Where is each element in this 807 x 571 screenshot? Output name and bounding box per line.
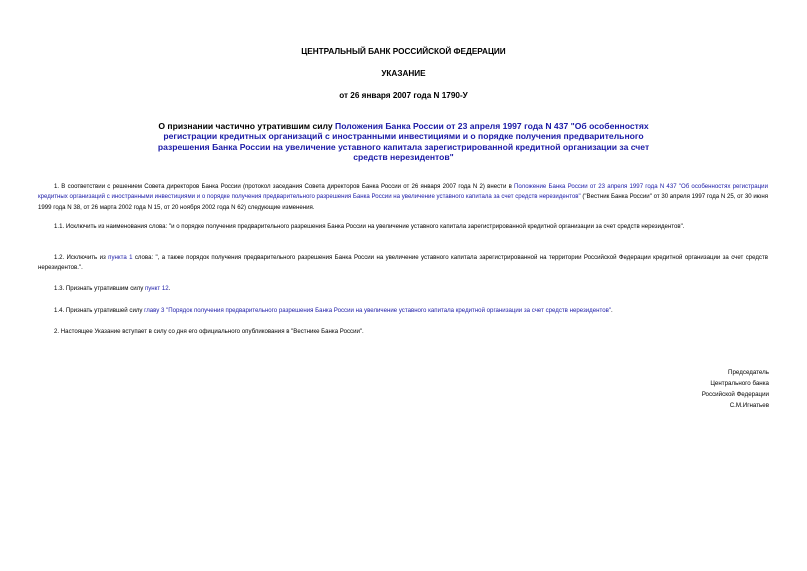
doc-subject <box>150 121 657 163</box>
signature-line-3: Российской Федерации <box>701 391 769 398</box>
org-title: ЦЕНТРАЛЬНЫЙ БАНК РОССИЙСКОЙ ФЕДЕРАЦИИ <box>301 47 506 56</box>
signature-line-1: Председатель <box>728 369 769 376</box>
paragraph-1-3-link[interactable]: пункт 12 <box>144 285 169 292</box>
doc-type: УКАЗАНИЕ <box>381 69 426 78</box>
paragraph-1-4-link[interactable]: главу 3 "Порядок получения предварительного разрешения Банка России на увеличение уставного капитала кредитной организации за счет средств нерезидентов" <box>144 307 612 314</box>
paragraph-1-1-text: 1.1. Исключить из наименования слова: "и о порядке получения предварительного разрешения Банка России на увеличение уставного капитала зарегистрированной кредитной организации за счет средств нерезидентов". <box>54 223 685 230</box>
paragraph-2 <box>38 327 768 337</box>
subject-link[interactable]: Положения Банка России от 23 апреля 1997 года N 437 "Об особенностях регистрации кредитных организаций с иностранными инвестициями и о порядке получения предварительного разрешения Банка России на увеличение уставного капитала зарегистрированной кредитной организации за счет средств нерезидентов" <box>157 121 650 163</box>
paragraph-1-4 <box>38 306 768 316</box>
paragraph-1-4-text-before: 1.4. Признать утратившей силу <box>54 307 145 314</box>
paragraph-1-1 <box>38 222 768 232</box>
paragraph-1-text-after: ("Вестник Банка России" от 30 апреля 1997 года N 25, от 30 июня 1999 года N 38, от 26 марта 2002 года N 15, от 20 ноября 2002 года N 62) следующие изменения. <box>38 193 768 211</box>
paragraph-1-2-text-after: слова: ", а также порядок получения предварительного разрешения Банка России на увеличение уставного капитала зарегистрированной на территории Российской Федерации кредитной организации за счет средств нерезидентов.". <box>38 254 769 272</box>
signature-line-4: С.М.Игнатьев <box>729 402 769 409</box>
doc-date-number: от 26 января 2007 года N 1790-У <box>339 91 468 100</box>
signature-line-2: Центрального банка <box>710 380 769 387</box>
paragraph-2-text: 2. Настоящее Указание вступает в силу со дня его официального опубликования в "Вестнике Банка России". <box>54 328 364 335</box>
paragraph-1-text-before: 1. В соответствии с решением Совета директоров Банка России (протокол заседания Совета директоров Банка России от 26 января 2007 года N 2) внести в <box>54 183 515 190</box>
paragraph-1-link[interactable]: Положение Банка России от 23 апреля 1997 года N 437 "Об особенностях регистрации кредитных организаций с иностранными инвестициями и о порядке получения предварительного разрешения Банка России на увеличение уставного капитала за счет средств нерезидентов" <box>38 183 768 201</box>
signature-block <box>702 367 769 411</box>
paragraph-1-2-link[interactable]: пункта 1 <box>108 254 133 261</box>
subject-prefix: О признании частично утратившим силу <box>158 121 336 131</box>
paragraph-1-2 <box>38 253 768 274</box>
paragraph-1-2-text-before: 1.2. Исключить из <box>54 254 109 261</box>
paragraph-1 <box>38 182 768 213</box>
paragraph-1-3 <box>38 284 768 294</box>
paragraph-1-4-text-after: . <box>611 307 613 314</box>
paragraph-1-3-text-before: 1.3. Признать утратившим силу <box>54 285 145 292</box>
paragraph-1-3-text-after: . <box>168 285 171 292</box>
